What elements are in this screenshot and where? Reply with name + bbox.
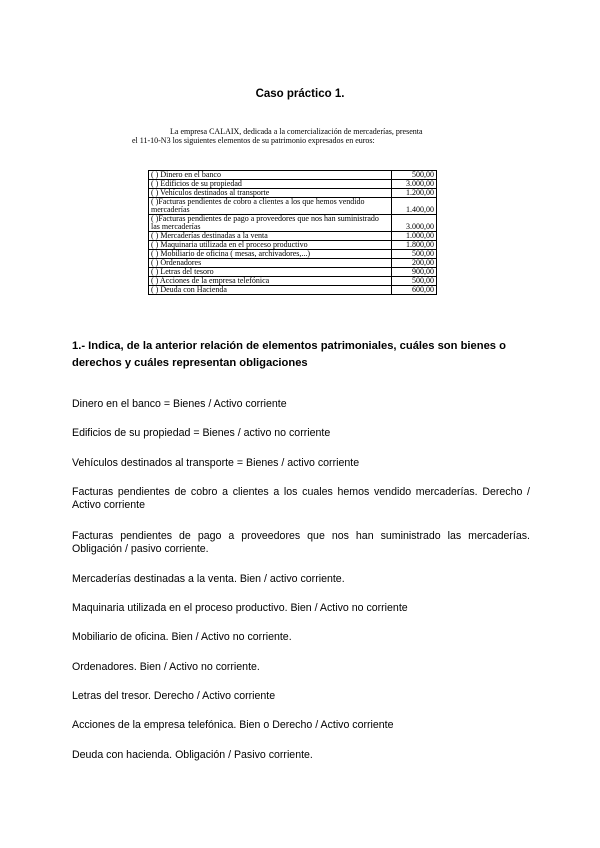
answer-item: Facturas pendientes de pago a proveedores que nos han suministrado las mercaderías. Obligación / pasivo corriente. bbox=[72, 530, 530, 555]
intro-text bbox=[132, 127, 472, 145]
item-amount: 1.400,00 bbox=[391, 198, 436, 215]
item-amount: 1.800,00 bbox=[391, 241, 436, 250]
item-amount: 600,00 bbox=[391, 286, 436, 295]
intro-line-1: La empresa CALAIX, dedicada a la comercialización de mercaderías, presenta bbox=[170, 127, 423, 136]
answer-item: Acciones de la empresa telefónica. Bien o Derecho / Activo corriente bbox=[72, 719, 394, 731]
answer-item: Edificios de su propiedad = Bienes / activo no corriente bbox=[72, 427, 331, 439]
item-description: ( ) Edificios de su propiedad bbox=[149, 180, 392, 189]
item-amount: 500,00 bbox=[391, 277, 436, 286]
answer-item: Mercaderías destinadas a la venta. Bien / activo corriente. bbox=[72, 573, 345, 585]
item-amount: 1.200,00 bbox=[391, 189, 436, 198]
answer-item: Maquinaria utilizada en el proceso productivo. Bien / Activo no corriente bbox=[72, 602, 408, 614]
item-description: ( )Facturas pendientes de cobro a clientes a los que hemos vendido mercaderías bbox=[149, 198, 392, 215]
question-heading: 1.- Indica, de la anterior relación de elementos patrimoniales, cuáles son bienes o derechos y cuáles representan obligaciones bbox=[72, 340, 506, 369]
item-amount: 500,00 bbox=[391, 250, 436, 259]
answer-item: Facturas pendientes de cobro a clientes a los cuales hemos vendido mercaderías. Derecho / Activo corriente bbox=[72, 486, 530, 511]
item-amount: 200,00 bbox=[391, 259, 436, 268]
item-amount: 900,00 bbox=[391, 268, 436, 277]
table-row bbox=[149, 286, 437, 295]
item-description: ( ) Mobiliario de oficina ( mesas, archivadores,...) bbox=[149, 250, 392, 259]
answer-item: Ordenadores. Bien / Activo no corriente. bbox=[72, 661, 260, 673]
table-row bbox=[149, 215, 437, 232]
item-description: ( ) Letras del tesoro bbox=[149, 268, 392, 277]
item-amount: 3.000,00 bbox=[391, 215, 436, 232]
answer-item: Deuda con hacienda. Obligación / Pasivo corriente. bbox=[72, 749, 313, 761]
item-description: ( )Facturas pendientes de pago a proveedores que nos han suministrado las mercaderías bbox=[149, 215, 392, 232]
item-description: ( ) Mercaderías destinadas a la venta bbox=[149, 232, 392, 241]
item-amount: 3.000,00 bbox=[391, 180, 436, 189]
item-amount: 1.000,00 bbox=[391, 232, 436, 241]
answer-item: Letras del tresor. Derecho / Activo corriente bbox=[72, 690, 276, 702]
item-amount: 500,00 bbox=[391, 171, 436, 180]
item-description: ( ) Maquinaria utilizada en el proceso productivo bbox=[149, 241, 392, 250]
item-description: ( ) Dinero en el banco bbox=[149, 171, 392, 180]
item-description: ( ) Deuda con Hacienda bbox=[149, 286, 392, 295]
answer-item: Dinero en el banco = Bienes / Activo corriente bbox=[72, 398, 287, 410]
intro-line-2: el 11-10-N3 los siguientes elementos de su patrimonio expresados en euros: bbox=[132, 136, 375, 145]
item-description: ( ) Acciones de la empresa telefónica bbox=[149, 277, 392, 286]
table-row bbox=[149, 198, 437, 215]
answer-item: Vehículos destinados al transporte = Bienes / activo corriente bbox=[72, 457, 360, 469]
item-description: ( ) Ordenadores bbox=[149, 259, 392, 268]
item-description: ( ) Vehículos destinados al transporte bbox=[149, 189, 392, 198]
patrimony-table bbox=[148, 170, 437, 295]
page-title: Caso práctico 1. bbox=[255, 88, 345, 100]
answer-item: Mobiliario de oficina. Bien / Activo no corriente. bbox=[72, 631, 292, 643]
